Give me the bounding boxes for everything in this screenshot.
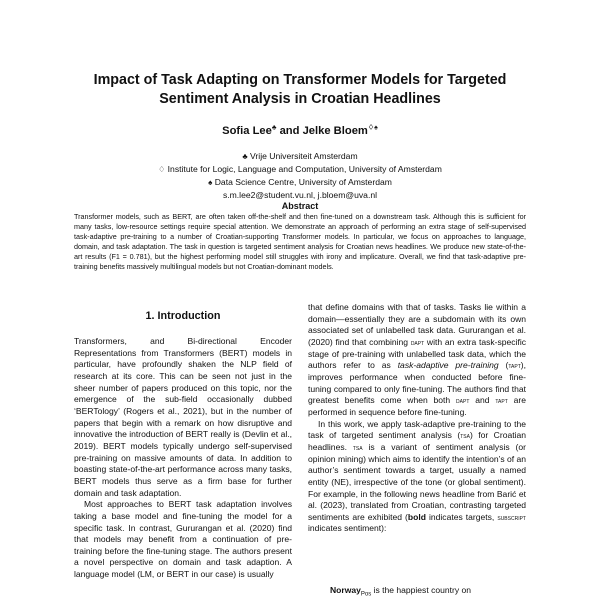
author-name: Sofia Lee [222, 125, 272, 137]
text-run: with an extra task-specific stage of pre-training with unlabelled task data, which the authors refer to as [308, 336, 526, 371]
paragraph: Most approaches to BERT task adaptation involves taking a base model and fine-tuning the model for a specific task. In contrast, Gururangan et al. (2020) find that models may benefit from a continuation of pre-training before the fine-tuning stage. The authors present a novel perspective on domain and task adaption. A language model (LM, or BERT in our case) is usually [74, 499, 292, 580]
affiliations [0, 150, 600, 201]
acronym-tapt: tapt [495, 396, 508, 406]
abstract-body: Transformer models, such as BERT, are often taken off-the-shelf and then fine-tuned on a downstream task. Although this is sufficient for many tasks, low-resource settings require special attention. We demonstrate an approach of performing an extra stage of self-supervised task-adaptive pre-training to a number of Croatian-supporting Transformer models. In particular, we focus on approaches to language, domain, and task adaptation. The task in question is targeted sentiment analysis for Croatian news headlines. We produce new state-of-the-art results (F1 = 0.781), but the highest performing model still struggles with irony and implicature. Overall, we find that task-adaptive pre-training benefits massively multilingual models but not Croatian-dominant models. [74, 212, 526, 272]
club-symbol-icon: ♣ [242, 152, 248, 161]
text-run: ) for Croatian headlines. [308, 430, 526, 452]
diamond-symbol-icon: ♢ [158, 165, 166, 174]
acronym-tsa: tsa [460, 431, 470, 441]
left-column [74, 336, 292, 581]
section-heading-introduction: 1. Introduction [145, 310, 221, 322]
example-sentiment: Pos [360, 591, 372, 598]
paragraph [308, 302, 526, 419]
affiliation-line [0, 150, 600, 163]
text-run: indicates sentiment): [308, 523, 387, 534]
text-run: In this work, we apply task-adaptive pre-training to the task of targeted sentiment analysis ( [308, 418, 526, 441]
text-run: that define domains with that of tasks. Tasks lie within a domain—essentially they are a subdomain with its own associated set of unlabelled task data. Gururangan et al. (2020) find that combining [308, 302, 526, 347]
author-name: Jelke Bloem [302, 125, 368, 137]
example-target: Norway [330, 585, 361, 595]
example-text: is the happiest country on [371, 585, 471, 595]
term-subscript: subscript [497, 512, 526, 522]
affiliation-line [0, 163, 600, 176]
author-emails: s.m.lee2@student.vu.nl, j.bloem@uva.nl [222, 190, 378, 200]
club-symbol-icon: ♣ [271, 124, 277, 132]
text-run: are performed in sequence before fine-tuning. [308, 395, 526, 417]
affiliation-text: Vrije Universiteit Amsterdam [247, 151, 358, 161]
term-task-adaptive: task-adaptive pre-training [397, 360, 499, 371]
affiliation-line [0, 176, 600, 189]
text-run: ), improves performance when conducted before fine-tuning compared to only fine-tuning. The authors find that greatest benefits come when both [308, 360, 526, 406]
right-column [308, 302, 526, 535]
affiliation-text: Data Science Centre, University of Amsterdam [212, 177, 392, 187]
acronym-dapt: dapt [456, 396, 470, 406]
abstract-heading: Abstract [281, 201, 319, 211]
acronym-dapt: dapt [410, 337, 425, 347]
text-run: ( [498, 360, 509, 371]
author-line [0, 125, 600, 137]
text-run: is a variant of sentiment analysis (or opinion mining) which aims to identify the intention’s of an author’s sentiment towards a target, usually a named entity (NE), irrespective of the tone (or global sentiment). For example, in the following news headline from Barić et al. (2023), translated from Croatian, contrasting targeted sentiments are exhibited ( [308, 441, 526, 522]
term-bold: bold [407, 511, 426, 522]
text-run: indicates targets, [425, 511, 498, 522]
spade-symbol-icon: ♠ [208, 178, 213, 187]
author-conjunction: and [276, 125, 303, 137]
paragraph [308, 419, 526, 536]
acronym-tapt: tapt [508, 361, 521, 371]
diamond-spade-symbol-icon: ♢♠ [367, 124, 378, 132]
affiliation-text: Institute for Logic, Language and Computation, University of Amsterdam [165, 164, 442, 174]
text-run: and [469, 395, 496, 406]
paper-title: Impact of Task Adapting on Transformer Models for Targeted Sentiment Analysis in Croatian Headlines [93, 72, 507, 107]
acronym-tsa: tsa [352, 442, 363, 452]
example-headline [308, 585, 548, 598]
paragraph: Transformers, and Bi-directional Encoder Representations from Transformers (BERT) models in particular, have profoundly shaken the NLP field of research at its core. This can be seen not just in the sheer number of papers produced on this topic, nor the emergence of the sub-field occasionally dubbed ‘BERTology’ (Rogers et al., 2021), but in the number of papers that begin with a remark on how disruptive and innovative the introduction of BERT really is (Devlin et al., 2019). BERT models typically undergo self-supervised pre-training on massive amounts of data. In addition to boasting state-of-the-art performance across many tasks, BERT models thus serve as a firm base for further domain and task adaptation. [74, 336, 292, 498]
